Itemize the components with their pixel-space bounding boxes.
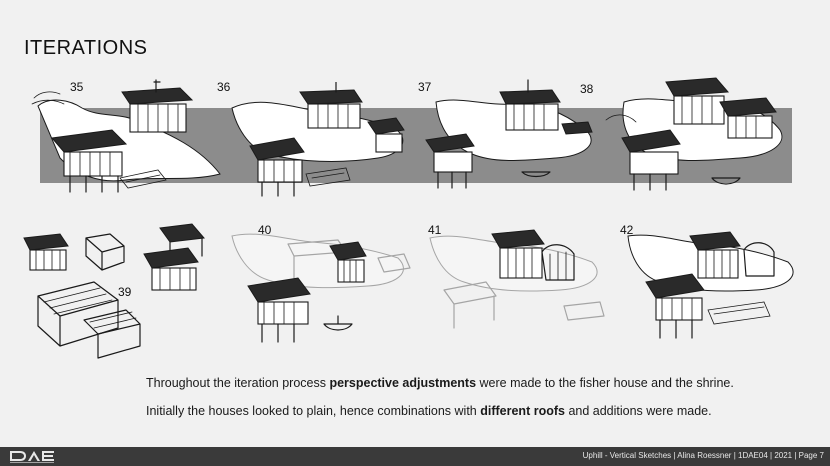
iteration-number-40: 40 (258, 223, 272, 237)
sketch-36 (228, 82, 418, 198)
footer-bar (0, 447, 830, 466)
paragraph-2-text-after: and additions were made. (564, 404, 712, 418)
sketch-41 (424, 224, 614, 350)
iteration-number-36: 36 (217, 80, 231, 94)
dae-logo (8, 449, 58, 464)
iteration-number-38: 38 (580, 82, 594, 96)
sketch-40 (228, 224, 418, 350)
paragraph-1-text-after: were made to the fisher house and the shrine. (476, 376, 734, 390)
slide-title: ITERATIONS (24, 37, 148, 59)
iteration-number-42: 42 (620, 223, 634, 237)
footer-info: Uphill - Vertical Sketches | Alina Roessner | 1DAE04 | 2021 | Page 7 (582, 451, 824, 460)
sketch-37 (416, 78, 606, 194)
paragraph-2-bold: different roofs (480, 404, 565, 418)
paragraph-1-bold: perspective adjustments (329, 376, 477, 390)
iteration-number-35: 35 (70, 80, 84, 94)
iteration-number-37: 37 (418, 80, 432, 94)
paragraph-1-text-before: Throughout the iteration process (146, 376, 330, 390)
sketch-38 (600, 72, 800, 196)
iteration-number-39: 39 (118, 285, 132, 299)
iteration-number-41: 41 (428, 223, 442, 237)
sketch-35 (30, 78, 230, 198)
paragraph-2 (146, 404, 712, 418)
paragraph-1 (146, 376, 734, 390)
sketch-42 (618, 226, 808, 352)
paragraph-2-text-before: Initially the houses looked to plain, hence combinations with (146, 404, 481, 418)
